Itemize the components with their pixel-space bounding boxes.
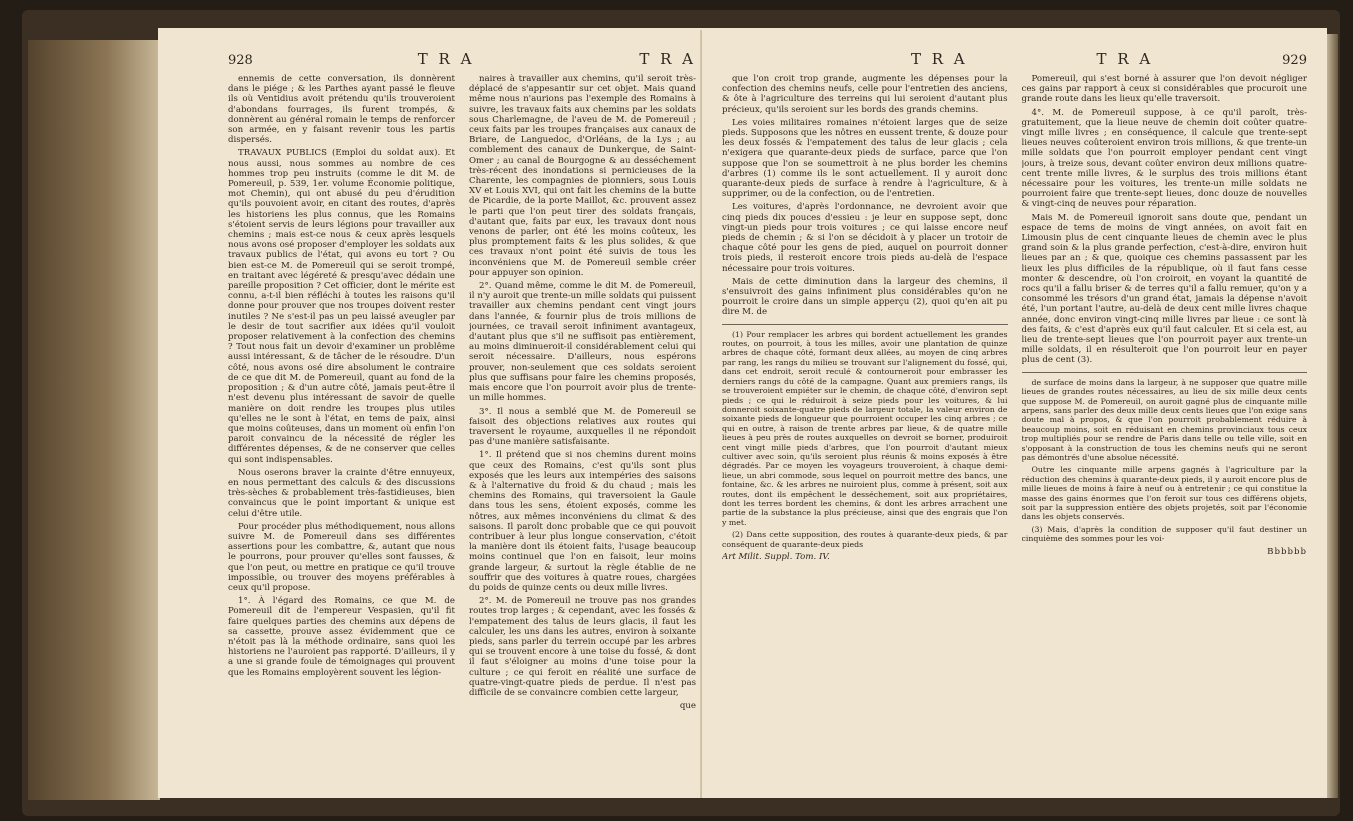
left-head-col2: T R A: [639, 50, 696, 68]
paragraph: Nous oserons braver la crainte d'être ennuyeux, en nous permettant des calculs & des discussions très-sèches & probablement très-fastidieuses, bien convaincus que le point important & unique est celui d'être utile.: [228, 467, 455, 519]
paragraph: Les voies militaires romaines n'étoient larges que de seize pieds. Supposons que les nôtres en eussent trente, & douze pour les deux fossés & l'empatement des talus de leur glacis ; cela n'exigera que quarante-deux pieds de surface, parce que l'on suppose que l'on se soumettroit à ne plus border les chemins d'arbres (1) comme ils le sont actuellement. Il y auroit donc quarante-deux pieds de surface à rendre à l'agriculture, & à supprimer, ou de la confection, ou de l'entretien.: [722, 117, 1008, 200]
paragraph: 2°. M. de Pomereuil ne trouve pas nos grandes routes trop larges ; & cependant, avec les fossés & l'empatement des talus de leurs glacis, il faut les calculer, les uns dans les autres, environ à soixante pieds, sans parler du terrein occupé par les arbres qui se trouvent encore à une toise du fossé, & dont il faut s'éloigner au moins d'une toise pour la culture ; ce qui feroit en réalité une surface de quatre-vingt-quatre pieds de perdue. Il n'est pas difficile de se convaincre combien cette largeur,: [469, 596, 696, 698]
paragraph: Pomereuil, qui s'est borné à assurer que l'on devoit négliger ces gains par rapport à ceux si considérables que procuroit une grande route dans les lieux qu'elle traversoit.: [1021, 74, 1307, 105]
left-page: [158, 28, 710, 798]
footnote: (3) Mais, d'après la condition de supposer qu'il faut destiner un cinquième des sommes pour les voi-: [1021, 524, 1307, 544]
page-edge-right: [1326, 34, 1338, 798]
right-head-col1: T R A: [910, 50, 968, 68]
paragraph: Mais de cette diminution dans la largeur des chemins, il s'ensuivroit des gains infiniment plus considérables qu'on ne pourroit le croire dans un simple apperçu (2), quoi qu'en ait pu dire M. de: [722, 276, 1008, 318]
left-column-2: [469, 74, 696, 794]
right-page: [702, 28, 1327, 798]
left-column-1: [228, 74, 455, 794]
paragraph: 4°. M. de Pomereuil suppose, à ce qu'il paroît, très-gratuitement, que la lieue neuve de chemin doit coûter quatre-vingt mille livres ; en conséquence, il calcule que trente-sept lieues neuves coûteroient environ trois millions, & que trente-un mille soldats que l'on pourroit employer pendant cent vingt jours, à treize sous, devant coûter environ deux millions quatre-cent trente mille livres, & le surplus des trois millions étant nécessaire pour les voitures, les trente-un mille soldats ne pourroient faire que trente-sept lieues, donc douze de nouvelles & vingt-cinq de neuves pour réparation.: [1021, 107, 1307, 210]
paragraph: Les voitures, d'après l'ordonnance, ne devroient avoir que cinq pieds dix pouces d'essieu : je leur en suppose sept, donc vingt-un pieds pour trois voitures ; ce qui laisse encore neuf pieds de chemin ; & si l'on se décidoit à y placer un trotoir de chaque côté pour les gens de pied, auquel on pourroit donner trois pieds, il resteroit encore trois pieds au-delà de l'espace nécessaire pour trois voitures.: [722, 202, 1008, 274]
paragraph: TRAVAUX PUBLICS (Emploi du soldat aux). Et nous aussi, nous sommes au nombre de ces hommes trop peu instruits (comme le dit M. de Pomereuil, p. 539, 1er. volume Économie politique, mot Chemin), qui ont abusé du peu d'érudition qu'ils pouvoient avoir, en citant des routes, d'après les historiens les plus connus, que les Romains s'étoient servis de leurs légions pour travailler aux chemins ; mais est-ce nous & ceux après lesquels nous avons osé proposer d'employer les soldats aux travaux publics de l'état, qui avons eu tort ? Ou bien est-ce M. de Pomereuil qui se seroit trompé, en traitant avec légéreté & presqu'avec dédain une pareille proposition ? Cet officier, dont le mérite est connu, a-t-il bien réfléchi à toutes les raisons qu'il donne pour prouver que nos troupes doivent rester inutiles ? Ne s'est-il pas un peu laissé aveugler par le desir de tout sacrifier aux idées qu'il vouloit proposer relativement à la confection des chemins ? Tout nous fait un devoir d'examiner un problême aussi intéressant, & de tâcher de le résoudre. D'un côté, nous avons osé dire absolument le contraire de ce que dit M. de Pomereuil, quant au fond de la proposition ; & d'un autre côté, jamais peut-être il n'est devenu plus intéressant de savoir de quelle manière on doit rendre les troupes plus utiles qu'elles ne le sont à l'état, en tems de paix, ainsi que moins coûteuses, dans un moment où enfin l'on paroit convaincu de la nécessité de régler les différentes dépenses, & de ne conserver que celles qui sont indispensables.: [228, 148, 455, 465]
footnote-rule: [722, 324, 1008, 325]
right-column-2: [1022, 74, 1308, 794]
catchword: que: [679, 701, 696, 712]
page-edge-left: [28, 40, 160, 800]
left-running-header: [228, 50, 696, 68]
paragraph: Pour procéder plus méthodiquement, nous allons suivre M. de Pomereuil dans ses différentes assertions pour les combattre, &, autant que nous le pourrons, pour prouver qu'elles sont fausses, & que l'on peut, ou mettre en pratique ce qu'il trouve impossible, ou trouver des moyens préférables à ceux qu'il propose.: [228, 521, 455, 593]
paragraph: 3°. Il nous a semblé que M. de Pomereuil se faisoit des objections relatives aux routes qui traversent le royaume, auxquelles il ne répondoit pas d'une manière satisfaisante.: [469, 406, 696, 448]
paragraph: 1°. Il prétend que si nos chemins durent moins que ceux des Romains, c'est qu'ils sont plus exposés que les leurs aux intempéries des saisons & à l'alternative du froid & du chaud ; mais les chemins des Romains, qui traversoient la Gaule dans tous les sens, étoient exposés, comme les nôtres, aux mêmes inconvéniens du climat & des saisons. Il paroît donc probable que ce qui pouvoit contribuer à leur plus longue conservation, c'étoit la manière dont ils étoient faits, l'usage beaucoup moins continuel que l'on en faisoit, leur moins grande largeur, & surtout la règle établie de ne souffrir que des voitures à quatre roues, chargées du poids de quinze cents ou deux mille livres.: [469, 450, 696, 593]
paragraph: que l'on croit trop grande, augmente les dépenses pour la confection des chemins neufs, celle pour l'entretien des anciens, & ôte à l'agriculture des terreins qui lui seroient d'autant plus précieux, qu'ils seroient sur les bords des grands chemins.: [722, 74, 1008, 115]
paragraph: 2°. Quand même, comme le dit M. de Pomereuil, il n'y auroit que trente-un mille soldats qui puissent travailler aux chemins pendant cent vingt jours dans l'année, & fournir plus de trois millions de journées, ce travail seroit infiniment avantageux, d'autant plus que s'il ne suffisoit pas entièrement, au moins diminueroit-il considérablement celui qui seroit nécessaire. D'ailleurs, nous espérons prouver, non-seulement que ces soldats seroient plus que suffisans pour faire les chemins proposés, mais encore que l'on pourroit avoir plus de trente-un mille hommes.: [469, 281, 696, 404]
footnote: (1) Pour remplacer les arbres qui bordent actuellement les grandes routes, on pourroit, à tous les milles, avoir une plantation de quinze arbres de chaque côté, formant deux allées, au moyen de cinq arbres par rang, les rangs du milieu se trouvant sur l'alignement du fossé, qui, dans cet endroit, seroit reculé & contourneroit pour embrasser les derniers rangs du côté de la campagne. Quant aux premiers rangs, ils se trouveroient empiéter sur le chemin, de chaque côté, d'environ sept pieds ; ce qui le réduiroit à seize pieds pour les voitures, & lui donneroit soixante-quatre pieds de largeur totale, la valeur environ de soixante pieds de longueur que pourroient occuper les cinq arbres ; ce qui en outre, à raison de trente arbres par lieue, & de quatre mille lieues à peu près de routes auxquelles on devroit se borner, produiroit cent vingt mille pieds d'arbres, que l'on pourroit d'autant mieux cultiver avec soin, qu'ils seroient plus réunis & moins exposés à être dégradés. Par ce moyen les voyageurs trouveroient, à chaque demi-lieue, un abri commode, sous lequel on pourroit mettre des bancs, une fontaine, &c. & les arbres ne nuiroient plus, comme à présent, soit aux routes, dont ils empêchent le desséchement, soit aux propriétaires, dont les terres bordent les chemins, & dont les arbres arrachent une partie de la substance la plus précieuse, ainsi que des engrais que l'on y met.: [722, 329, 1008, 527]
volume-footer: [722, 552, 1008, 562]
paragraph: naires à travailler aux chemins, qu'il seroit très-déplacé de s'appesantir sur cet objet. Mais quand même nous n'aurions pas l'exemple des Romains à suivre, les travaux faits aux chemins par les soldats sous Charlemagne, de l'aveu de M. de Pomereuil ; ceux faits par les troupes françaises aux canaux de Briare, de Languedoc, d'Orléans, de la Lys ; au comblement des canaux de Dunkerque, de Saint-Omer ; au canal de Bourgogne & au desséchement très-récent des inondations si pernicieuses de la Charente, les compagnies de pionniers, sous Louis XV et Louis XVI, qui ont fait les chemins de la butte de Picardie, de la porte Maillot, &c. prouvent assez le parti que l'on peut tirer des soldats français, d'autant que, faits par eux, les travaux dont nous venons de parler, ont été les moins coûteux, les plus promptement faits & les plus solides, & que ces travaux n'ont point été suivis de tous les inconvéniens que M. de Pomereuil semble créer pour appuyer son opinion.: [469, 74, 696, 278]
footnote: (2) Dans cette supposition, des routes à quarante-deux pieds, & par conséquent de quarante-deux pieds: [722, 530, 1008, 549]
right-page-number: 929: [1282, 53, 1307, 68]
paragraph: Mais M. de Pomereuil ignoroit sans doute que, pendant un espace de tems de moins de vingt années, on avoit fait en Limousin plus de cent cinquante lieues de chemin avec le plus grand soin & la plus grande perfection, c'est-à-dire, environ huit lieues par an ; & que, quoique ces chemins passassent par les lieux les plus difficiles de la république, où il faut fans cesse monter & descendre, où l'on croiroit, en voyant la quantité de rocs qu'il a fallu briser & de terres qu'il a fallu remuer, qu'on y a consommé les trésors d'un grand état, jamais la dépense n'avoit été, l'un portant l'autre, au-delà de deux cent mille livres chaque année, donc environ vingt-cinq mille livres par lieue : ce sont là des faits, & c'est d'après eux qu'il faut calculer. Et si cela est, au lieu de trente-sept lieues que l'on pourroit payer aux trente-un mille soldats, il en résulteroit que l'on pourroit leur en payer plus de cent (3).: [1021, 212, 1307, 366]
footnote: de surface de moins dans la largeur, à ne supposer que quatre mille lieues de grandes routes nécessaires, au lieu de six mille deux cents que suppose M. de Pomereuil, on auroit gagné plus de cinquante mille arpens, sans parler des deux mille deux cents lieues que l'on exige sans doute mal à propos, & que l'on pourroit probablement réduire à beaucoup moins, soit en réduisant en chemins provinciaux tous ceux trop multipliés pour se rendre de Paris dans telle ou telle ville, soit en s'opposant à la construction de tous les chemins neufs qui ne seront pas démontrés d'une absolue nécessité.: [1021, 377, 1307, 462]
left-page-number: 928: [228, 53, 253, 68]
left-head-col1: T R A: [417, 50, 475, 68]
paragraph: ennemis de cette conversation, ils donnèrent dans le piége ; & les Parthes ayant passé le fleuve ils où Ventidius avoit prétendu qu'ils trouveroient d'abondans fourrages, ils furent trompés, & donnèrent au général romain le temps de renforcer son armée, en y faisant revenir tous les partis dispersés.: [228, 74, 455, 146]
signature-mark: Bbbbbb: [1267, 546, 1307, 557]
paragraph: 1°. À l'égard des Romains, ce que M. de Pomereuil dit de l'empereur Vespasien, qu'il fit faire quelques parties des chemins aux dépens de sa cassette, prouve assez évidemment que ce n'étoit pas là la méthode ordinaire, sans quoi les historiens ne l'auroient pas rapporté. D'ailleurs, il y a une si grande foule de témoignages qui prouvent que les Romains employèrent souvent les légion-: [228, 596, 455, 678]
footnote: Outre les cinquante mille arpens gagnés à l'agriculture par la réduction des chemins à quarante-deux pieds, il y auroit encore plus de mille lieues de moins à faire à neuf ou à entretenir ; ce qui constitue la masse des gains énormes que l'on feroit sur tous ces différens objets, soit par la suppression entière des objets projetés, soit par l'économie dans les objets conservés.: [1021, 465, 1307, 522]
right-column-1: [722, 74, 1008, 794]
right-running-header: [722, 50, 1307, 68]
right-head-col2: T R A: [1096, 50, 1154, 68]
footnote-rule: [1022, 372, 1308, 373]
volume-title: Art Milit. Suppl. Tom. IV.: [722, 552, 830, 563]
